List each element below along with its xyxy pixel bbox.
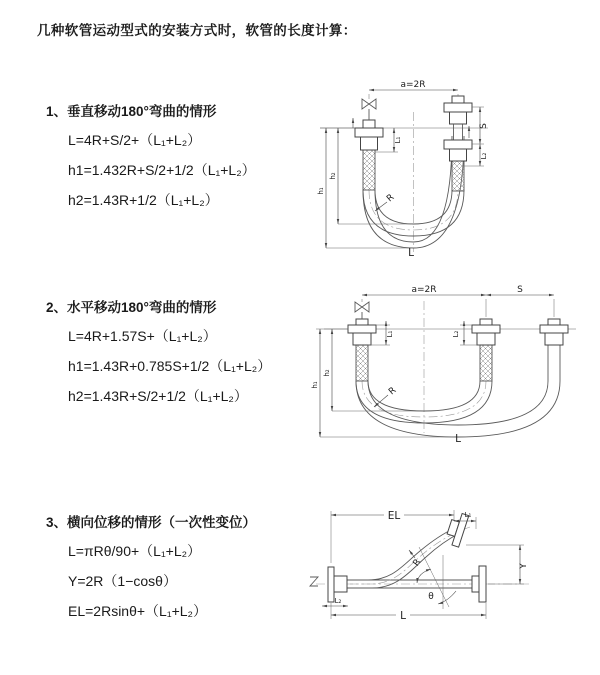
formula-line: Y=2R（1−cosθ） <box>68 573 177 589</box>
left-fitting <box>348 319 376 345</box>
dim-label-l2: L₂ <box>452 330 460 338</box>
angle-label: θ <box>428 592 434 602</box>
section-2 <box>46 296 316 406</box>
formula-line: h2=1.43R+1/2（L₁+L₂） <box>68 192 219 208</box>
dimension-l2 <box>322 597 348 606</box>
right-fitting-lower <box>444 140 472 161</box>
braided-hose-right <box>452 161 464 191</box>
formula-line: L=4R+1.57S+（L₁+L₂） <box>68 328 217 344</box>
hose-s-curve <box>344 527 470 588</box>
dimension-a2r <box>362 285 554 317</box>
dim-label-l1: L₁ <box>394 136 402 144</box>
diagram-horizontal-180-bend <box>308 281 600 443</box>
formula-line: h1=1.432R+S/2+1/2（L₁+L₂） <box>68 162 256 178</box>
radius-label: R <box>387 385 399 398</box>
dim-label-el: EL <box>387 510 401 522</box>
radius-callout <box>375 193 396 211</box>
right-fitting-original <box>472 566 486 602</box>
section-3 <box>46 511 316 621</box>
section-heading: 2、水平移动180°弯曲的情形 <box>46 300 217 315</box>
formula-line: L=πRθ/90+（L₁+L₂） <box>68 543 202 559</box>
dim-label-l1: L₁ <box>464 511 472 519</box>
length-label: L <box>400 610 406 622</box>
dim-label-s: S <box>479 123 489 129</box>
formula-line: h1=1.43R+0.785S+1/2（L₁+L₂） <box>68 358 272 374</box>
dim-label-h1: h₁ <box>311 381 319 389</box>
dimension-a2r <box>369 80 458 99</box>
dim-label-l2: L₂ <box>480 152 488 160</box>
dim-label-h2: h₂ <box>329 172 337 180</box>
page-title: 几种软管运动型式的安装方式时，软管的长度计算： <box>37 23 357 38</box>
right-fitting <box>540 319 568 345</box>
hose-u-bend-position2 <box>356 345 560 437</box>
braided-hose-left <box>356 345 368 381</box>
dim-label-l1: L₁ <box>386 330 394 338</box>
valve-icon <box>355 302 369 319</box>
dim-label-a2r: a=2R <box>400 80 426 90</box>
dim-label-h2: h₂ <box>323 369 331 377</box>
dim-label-l2: L₂ <box>334 597 342 605</box>
pipe-break-symbol <box>310 577 318 586</box>
formula-line: EL=2Rsinθ+（L₁+L₂） <box>68 603 207 619</box>
middle-fitting <box>472 319 500 345</box>
braided-hose-middle <box>480 345 492 381</box>
radius-label: R <box>411 557 424 569</box>
diagram-lateral-displacement <box>298 503 600 647</box>
section-1 <box>46 100 316 210</box>
diagram-vertical-180-bend <box>312 76 592 258</box>
length-label: L <box>408 247 414 258</box>
left-fitting <box>355 120 383 150</box>
angle-construction <box>417 547 456 609</box>
dim-label-h1: h₁ <box>317 187 325 195</box>
valve-icon <box>362 99 376 120</box>
radius-label: R <box>385 192 397 205</box>
dim-label-s: S <box>517 285 523 295</box>
dim-label-a2r: a=2R <box>411 285 437 295</box>
section-heading: 3、横向位移的情形（一次性变位） <box>46 515 257 530</box>
dimension-l2 <box>480 144 488 166</box>
length-label: L <box>455 433 461 443</box>
dimension-s <box>486 285 554 295</box>
braided-hose-left <box>363 150 375 190</box>
radius-callout <box>374 386 398 407</box>
right-fitting-upper <box>444 96 472 140</box>
formula-line: L=4R+S/2+（L₁+L₂） <box>68 132 202 148</box>
section-heading: 1、垂直移动180°弯曲的情形 <box>46 104 217 119</box>
formula-line: h2=1.43R+S/2+1/2（L₁+L₂） <box>68 388 248 404</box>
dim-label-y: Y <box>519 563 529 569</box>
dimension-el <box>331 510 454 563</box>
dimension-l <box>331 603 486 622</box>
